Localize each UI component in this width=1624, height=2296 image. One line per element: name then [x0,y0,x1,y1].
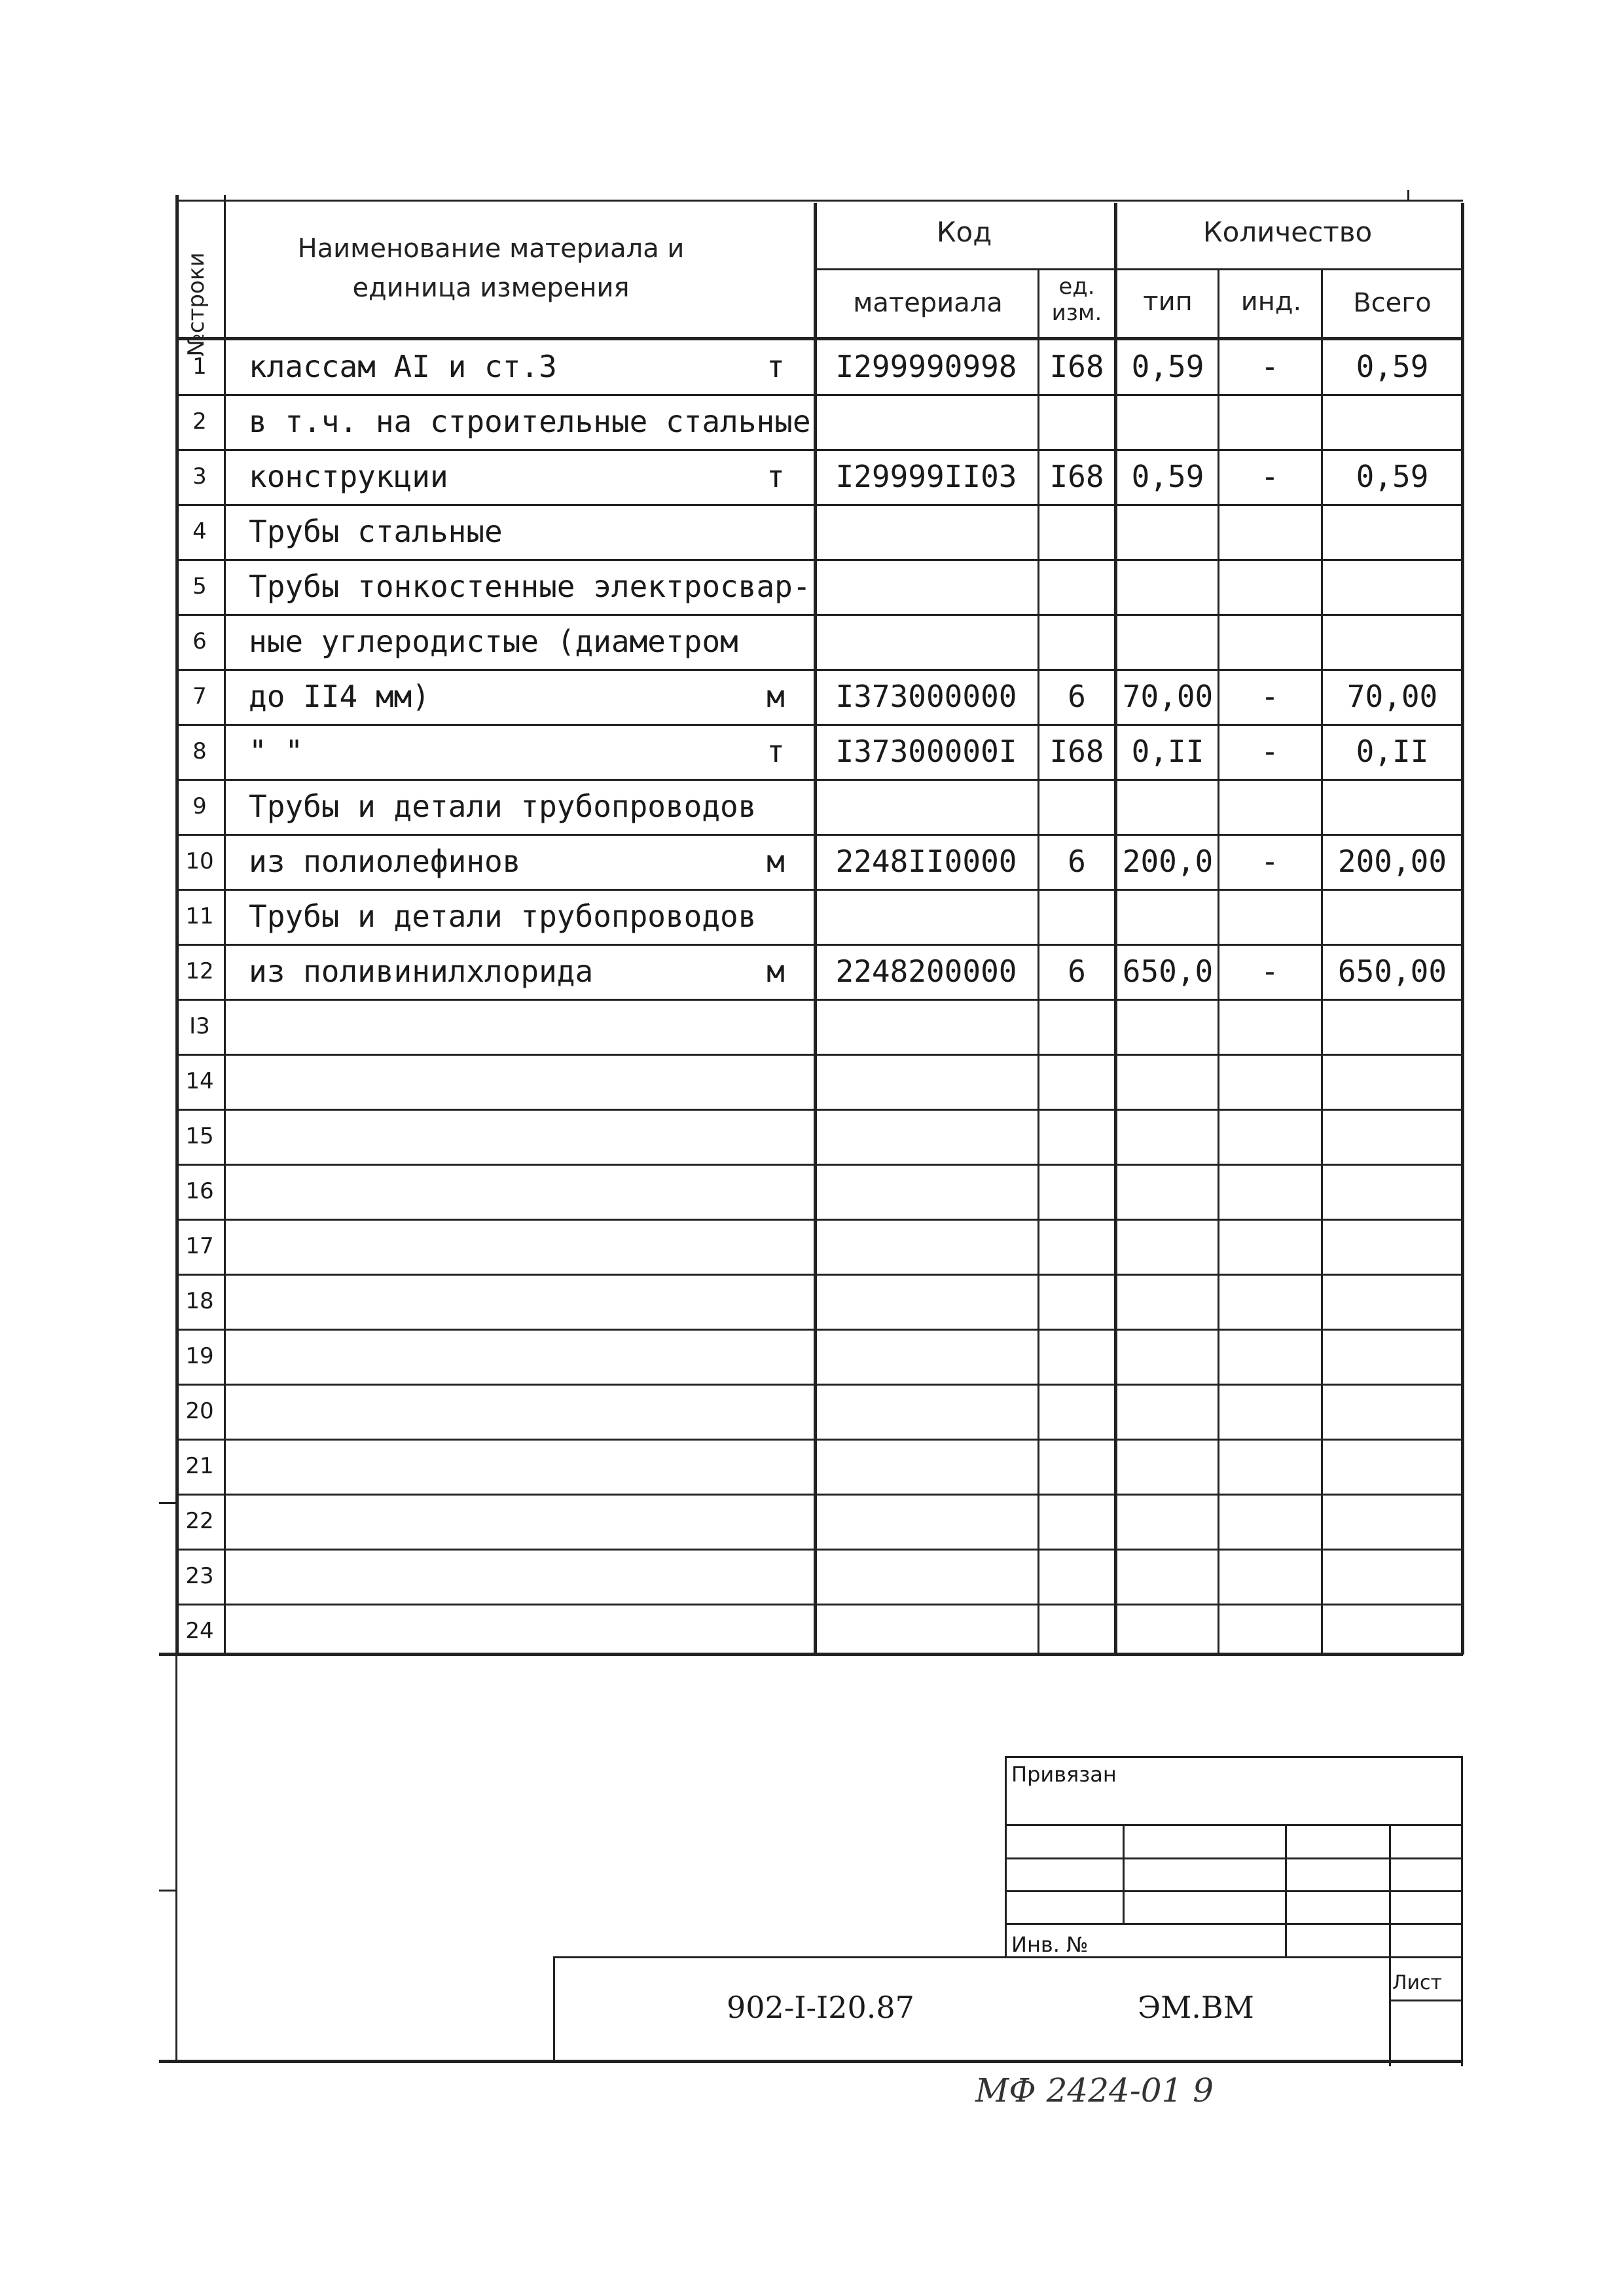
row-number: 23 [185,1563,214,1589]
quantity-type: 70,00 [1122,679,1214,714]
stamp-attached-label: Привязан [1011,1762,1117,1787]
row-number: 10 [185,848,214,874]
quantity-total: 0,II [1356,734,1429,769]
header-quantity-group: Количество [1202,216,1373,248]
material-name: ные углеродистые (диаметром [249,624,738,659]
row-divider [175,999,1463,1001]
stamp-line [1285,1824,1287,1956]
unit-code: I68 [1049,349,1104,384]
row-number: 2 [192,408,207,435]
quantity-total: 0,59 [1356,349,1429,384]
unit-of-measure: м [767,844,785,879]
quantity-total: 0,59 [1356,459,1429,494]
table-border-top [175,200,1463,202]
row-divider [175,1164,1463,1166]
header-row-number: №строки [183,252,209,357]
header-subdivider [814,268,1463,270]
stamp-line [1005,1756,1463,1758]
document-code: 902-I-I20.87 [727,1990,914,2025]
row-number: 22 [185,1508,214,1534]
row-number: 7 [192,683,207,709]
margin-tick [159,1502,177,1504]
quantity-type: 0,59 [1131,459,1204,494]
quantity-total: 200,00 [1337,844,1447,879]
header-code-material: материала [853,288,1003,318]
stamp-line [1461,1756,1463,2066]
material-name: Трубы и детали трубопроводов [249,789,757,824]
stamp-line [1005,1923,1463,1925]
margin-tick [1407,190,1409,202]
header-code-unit: ед. изм. [1051,274,1102,326]
unit-code: 6 [1068,679,1086,714]
col-divider [1321,268,1323,1655]
material-name: из поливинилхлорида [249,954,594,989]
unit-of-measure: м [767,954,785,989]
unit-of-measure: т [767,459,785,494]
quantity-individual: - [1261,459,1279,494]
row-number: 9 [192,793,207,819]
material-name: Трубы стальные [249,514,503,549]
row-number: I3 [189,1013,210,1039]
col-divider [1218,268,1219,1655]
row-number: 18 [185,1288,214,1314]
document-mark: ЭМ.ВМ [1138,1990,1254,2025]
material-name: из полиолефинов [249,844,521,879]
row-divider [175,1219,1463,1221]
stamp-line [1389,2000,1463,2001]
row-number: 5 [192,573,207,600]
stamp-line [1123,1824,1125,1923]
table-border-right [1461,203,1464,1655]
stamp-line [1389,1824,1391,2066]
quantity-type: 0,II [1131,734,1204,769]
stamp-line [1005,1756,1007,1956]
row-divider [175,1274,1463,1276]
quantity-individual: - [1261,954,1279,989]
quantity-individual: - [1261,679,1279,714]
col-divider [224,195,226,1655]
unit-of-measure: т [767,734,785,769]
material-code: I37300000I [835,734,1017,769]
stamp-line [1005,1857,1463,1859]
material-name: " " [249,734,304,769]
row-number: 21 [185,1453,214,1479]
row-divider [175,1604,1463,1605]
unit-code: I68 [1049,459,1104,494]
quantity-individual: - [1261,734,1279,769]
header-material-name: Наименование материала и единица измерения [297,234,685,303]
stamp-line [175,1655,177,2060]
stamp-sheet-label: Лист [1392,1971,1443,1994]
material-code: I373000000 [835,679,1017,714]
unit-of-measure: м [767,679,785,714]
margin-tick [159,1890,177,1892]
col-divider [1114,203,1117,1655]
unit-code: I68 [1049,734,1104,769]
row-number: 17 [185,1233,214,1259]
quantity-type: 200,0 [1122,844,1214,879]
unit-of-measure: т [767,349,785,384]
row-divider [175,1384,1463,1386]
material-name: Трубы тонкостенные электросвар- [249,569,811,604]
material-name: классам АI и ст.3 [249,349,557,384]
quantity-individual: - [1261,349,1279,384]
table-border-bottom [159,1653,1463,1656]
quantity-total: 650,00 [1337,954,1447,989]
quantity-type: 0,59 [1131,349,1204,384]
material-code: I29999II03 [835,459,1017,494]
quantity-individual: - [1261,844,1279,879]
header-qty-type: тип [1143,287,1193,317]
col-divider [814,203,817,1655]
row-number: 16 [185,1178,214,1204]
row-divider [175,1494,1463,1496]
row-number: 15 [185,1123,214,1149]
stamp-inventory-label: Инв. № [1011,1932,1089,1957]
stamp-line [1005,1890,1463,1892]
row-number: 24 [185,1618,214,1644]
row-divider [175,1109,1463,1111]
header-code-group: Код [936,216,992,248]
row-number: 1 [192,353,207,380]
row-number: 19 [185,1343,214,1369]
col-divider [1038,268,1039,1655]
stamp-line [159,2060,1463,2063]
row-number: 14 [185,1068,214,1094]
row-divider [175,1439,1463,1441]
material-name: Трубы и детали трубопроводов [249,899,757,934]
row-number: 20 [185,1398,214,1424]
stamp-line [553,1956,1463,1958]
material-name: в т.ч. на строительные стальные [249,404,811,439]
header-qty-ind: инд. [1240,287,1302,317]
row-number: 6 [192,628,207,655]
unit-code: 6 [1068,954,1086,989]
handwritten-note: МФ 2424-01 9 [975,2072,1214,2109]
row-number: 8 [192,738,207,764]
row-number: 12 [185,958,214,984]
quantity-type: 650,0 [1122,954,1214,989]
row-divider [175,1054,1463,1056]
material-name: конструкции [249,459,448,494]
row-divider [175,1549,1463,1551]
row-number: 11 [185,903,214,929]
material-code: I299990998 [835,349,1017,384]
material-code: 2248200000 [835,954,1017,989]
stamp-line [1005,1824,1463,1826]
header-qty-total: Всего [1353,288,1432,318]
material-name: до II4 мм) [249,679,430,714]
unit-code: 6 [1068,844,1086,879]
row-number: 3 [192,463,207,490]
row-number: 4 [192,518,207,545]
quantity-total: 70,00 [1346,679,1438,714]
material-code: 2248II0000 [835,844,1017,879]
stamp-line [553,1956,555,2061]
row-divider [175,1329,1463,1331]
